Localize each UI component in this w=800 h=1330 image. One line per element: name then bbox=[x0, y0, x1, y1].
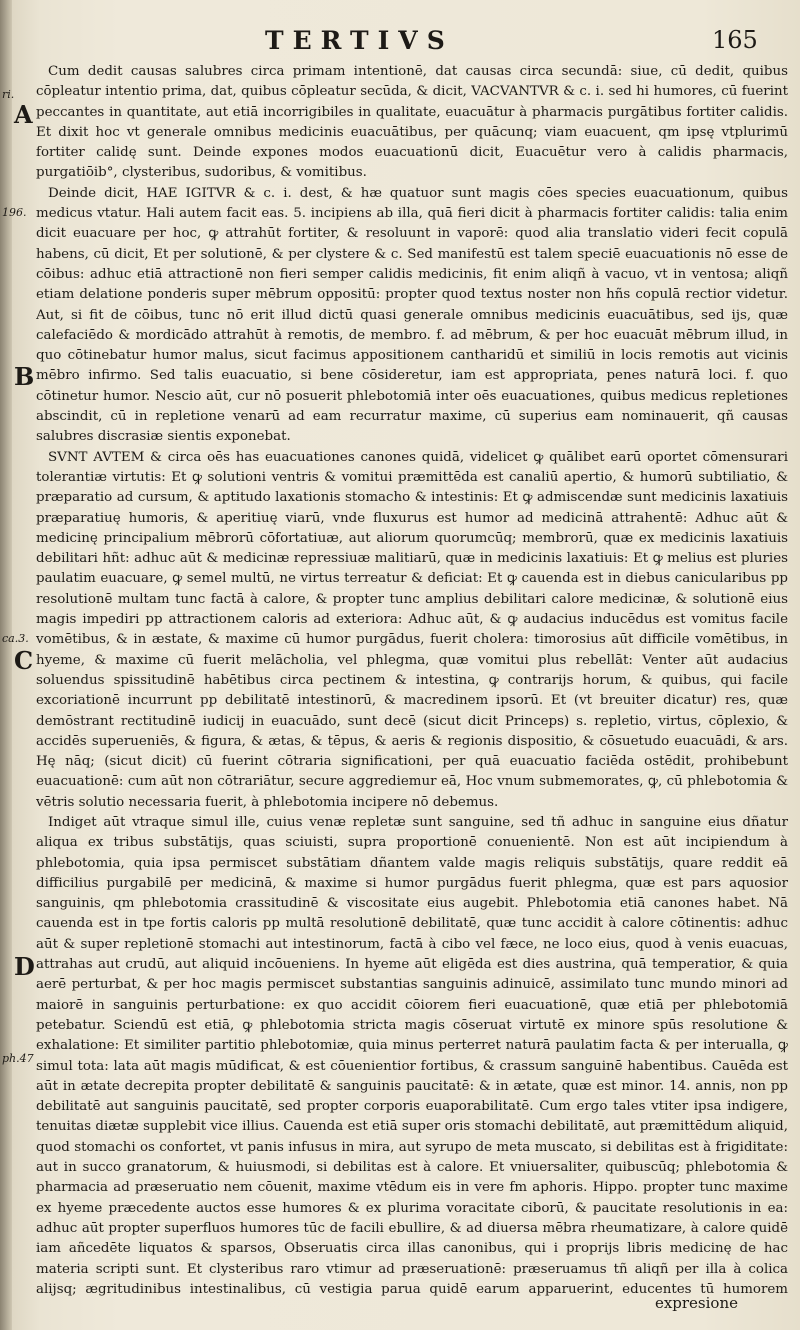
page-number: 165 bbox=[712, 26, 758, 54]
margin-note-ca3: ca.3. bbox=[2, 632, 29, 645]
margin-note-ph47: ph.47 bbox=[2, 1052, 34, 1065]
section-letter-d: D bbox=[14, 952, 35, 981]
running-title: TERTIVS bbox=[265, 26, 454, 55]
catchword: expresione bbox=[654, 1294, 738, 1312]
page-body-text bbox=[36, 62, 788, 1302]
paragraph: Cum dedit causas salubres circa primam intentionē, dat causas circa secundā: siue, cū dedit, quibus cōpleatur intentio prima, dat, quibus cōpleatur secūda, & dicit, VACVANTVR & c. i. sed hi humores, cū fuerint peccantes in quantitate, aut etiā incorrigibiles in qualitate, euacuātur à pharmacis purgātibus fortiter calidis. Et dixit hoc vt generale omnibus medicinis euacuātibus, per quācunq; viam euacuent, qm ipsę vtplurimū fortiter calidę sunt. Deinde expones modos euacuationū dicit, Euacuētur vero à calidis pharmacis, purgatiōib°, clysteribus, sudoribus, & vomitibus. bbox=[36, 64, 788, 181]
page-header bbox=[0, 26, 800, 66]
margin-note-top: ri. bbox=[2, 88, 15, 101]
paragraph: Indiget aūt vtraque simul ille, cuius venæ repletæ sunt sanguine, sed tñ adhuc in sanguine eius dñatur aliqua ex tribus substātijs, quas sciuisti, supra proportionē conuenientē. Non est aūt incipiendum à phlebotomia, quia ipsa permiscet substātiam dñantem valde magis reliquis substātijs, quare reddit eā difficilius purgabilē per medicinā, & maxime si humor purgādus fuerit phlegma, quæ est pars aquosior sanguinis, qm phlebotomia crassitudinē & viscositate eius augebit. Phlebotomia etiā canones habet. Nā cauenda est in tpe fortis caloris pp multā resolutionē debilitatē, quæ tunc accidit à calore cōtinentis: adhuc aūt & super repletionē stomachi aut intestinorum, factā à cibo vel fæce, ne loco eius, quod à venis euacuas, attrahas aut crudū, aut aliquid incōueniens. In hyeme aūt eligēda est dies austrina, quā temperatior, & quia aerē perturbat, & per hoc magis permiscet substantias sanguinis adinuicē, assimilato tunc mundo minori ad maiorē in sanguinis perturbatione: ex quo accidit cōiorem fieri euacuationē, quæ etiā per phlebotomiā petebatur. Sciendū est etiā, ꝙ phlebotomia stricta magis cōseruat virtutē ex minore spūs resolutione & exhalatione: Et similiter partitio phlebotomiæ, quia minus perterret naturā paulatim facta & per interualla, ꝙ simul tota: lata aūt magis mūdificat, & est cōuenientior fortibus, & crassum sanguinē habentibus. Cauēda est aūt in ætate decrepita propter debilitatē & sanguinis paucitatē: & in ætate, quæ est minor. 14. annis, non pp debilitatē aut sanguinis paucitatē, sed propter corporis euaporabilitatē. Cum ergo tales vtiter ipsa indigere, tenuitas diætæ supplebit vice illius. Cauenda est etiā super oris stomachi debilitatē, aut præmittēdum aliquid, quod stomachi os confortet, vt panis infusus in mira, aut syrupo de meta muscato, si debilitas est à frigiditate: aut in succo granatorum, & huiusmodi, si debilitas est à calore. Et vniuersaliter, quibuscūq; phlebotomia & pharmacia ad præseruatio nem cōuenit, maxime vtēdum eis in vere fm aphoris. Hippo. propter tunc maxime ex hyeme præcedente auctos esse humores & ex plurima voracitate ciborū, & paucitate resolutionis in ea: adhuc aūt propter superfluos humores tūc de facili ebullire, & ad diuersa mēbra rheumatizare, à calore quidē iam añcedēte liquatos & sparsos, Obseruatis circa illas canonibus, qui i proprijs libris medicinę de hac materia scripti sunt. Et clysteribus raro vtimur ad præseruationē: præseruamus tñ aliqñ per illa à colica alijsq; ægritudinibus intestinalibus, cū vestigia parua quidē earum apparuerint, educentes tū humorem bbox=[36, 814, 788, 1297]
section-letter-c: C bbox=[14, 646, 34, 675]
margin-note-196: 196. bbox=[2, 206, 27, 219]
section-letter-a: A bbox=[14, 100, 33, 129]
section-letter-b: B bbox=[14, 362, 35, 391]
paragraph: SVNT AVTEM & circa oēs has euacuationes canones quidā, videlicet ꝙ quālibet earū oportet cōmensurari tolerantiæ virtutis: Et ꝙ solutioni ventris & vomitui præmittēda est canaliū apertio, & humorū subtiliatio, & præparatio ad cursum, & aptitudo laxationis stomacho & intestinis: Et ꝙ admiscendæ sunt medicinis laxatiuis præparatiuę humoris, & aperitiuę viarū, vnde fluxurus est humor ad medicinā attrahentē: Adhuc aūt & medicinę principalium mēbrorū cōfortatiuæ, aut aliorum quorumcūq; membrorū, quæ ex medicinis laxatiuis debilitari hñt: adhuc aūt & medicinæ repressiuæ malitiarū, quæ in medicinis laxatiuis: Et ꝙ melius est pluries paulatim euacuare, ꝙ semel multū, ne virtus terreatur & deficiat: Et ꝙ cauenda est in diebus canicularibus pp resolutionē multam tunc factā à calore, & propter tunc amplius debilitari calore medicinæ, & solutionē eius magis impediri pp attractionem caloris ad exteriora: Adhuc aūt, & ꝙ audacius inducēdus est vomitus facile vomētibus, & in æstate, & maxime cū humor purgādus, fuerit cholera: timorosius aūt difficile vomētibus, in hyeme, & maxime cū fuerit melācholia, vel phlegma, quæ vomitui plus rebellāt: Venter aūt audacius soluendus spissitudinē habētibus circa pectinem & intestina, ꝙ contrarijs horum, & quibus, qui facile excoriationē incurrunt pp debilitatē intestinorū, & macredinem ipsorū. Et (vt breuiter dicatur) res, quæ demōstrant rectitudinē iudicij in euacuādo, sunt decē (sicut dicit Princeps) s. repletio, virtus, cōplexio, & accidēs superueniēs, & figura, & ætas, & tēpus, & aeris & regionis dispositio, & cōsuetudo euacuādi, & ars. Hę nāq; (sicut dicit) cū fuerint cōtraria significationi, per quā euacuatio faciēda ostēdit, prohibebunt euacuationē: cum aūt non cōtrariātur, secure aggrediemur eā, Hoc vnum submemorates, ꝙ, cū phlebotomia & vētris solutio necessaria fuerit, à phlebotomia incipere nō debemus. bbox=[36, 449, 788, 810]
paragraph: Deinde dicit, HAE IGITVR & c. i. dest, & hæ quatuor sunt magis cōes species euacuationum, quibus medicus vtatur. Hali autem facit eas. 5. incipiens ab illa, quā fieri dicit à pharmacis fortiter calidis: talia enim dicit euacuare per hoc, ꝙ attrahūt fortiter, & resoluunt in vaporē: quod alia translatio videri fecit copulā habens, cū dicit, Et per solutionē, & per clystere & c. Sed manifestū est talem speciē euacuationis nō esse de cōibus: adhuc etiā attractionē non fieri semper calidis medicinis, fit enim aliqñ à vacuo, vt in ventosa; aliqñ etiam delatione ponderis super mēbrum oppositū: propter quod textus noster non hñs copulā rectior videtur. Aut, si fit de cōibus, tunc nō erit illud dictū quasi generale omnibus medicinis euacuātibus, sed ijs, quæ calefaciēdo & mordicādo attrahūt à remotis, de membro. f. ad mēbrum, & per hoc euacuāt mēbrum illud, in quo cōtinebatur humor malus, sicut facimus appositionem cantharidū et similiū in locis remotis aut vicinis mēbro infirmo. Sed talis euacuatio, si bene cōsideretur, iam est appropriata, penes naturā loci. f. quo cōtinetur humor. Nescio aūt, cur nō posuerit phlebotomiā inter oēs euacuationes, quibus medicus repletiones abscindit, cū in repletione venarū ad eam recurratur maxime, cū superius eam nominauerit, qñ causas salubres discrasiæ sientis exponebat. bbox=[36, 185, 788, 445]
